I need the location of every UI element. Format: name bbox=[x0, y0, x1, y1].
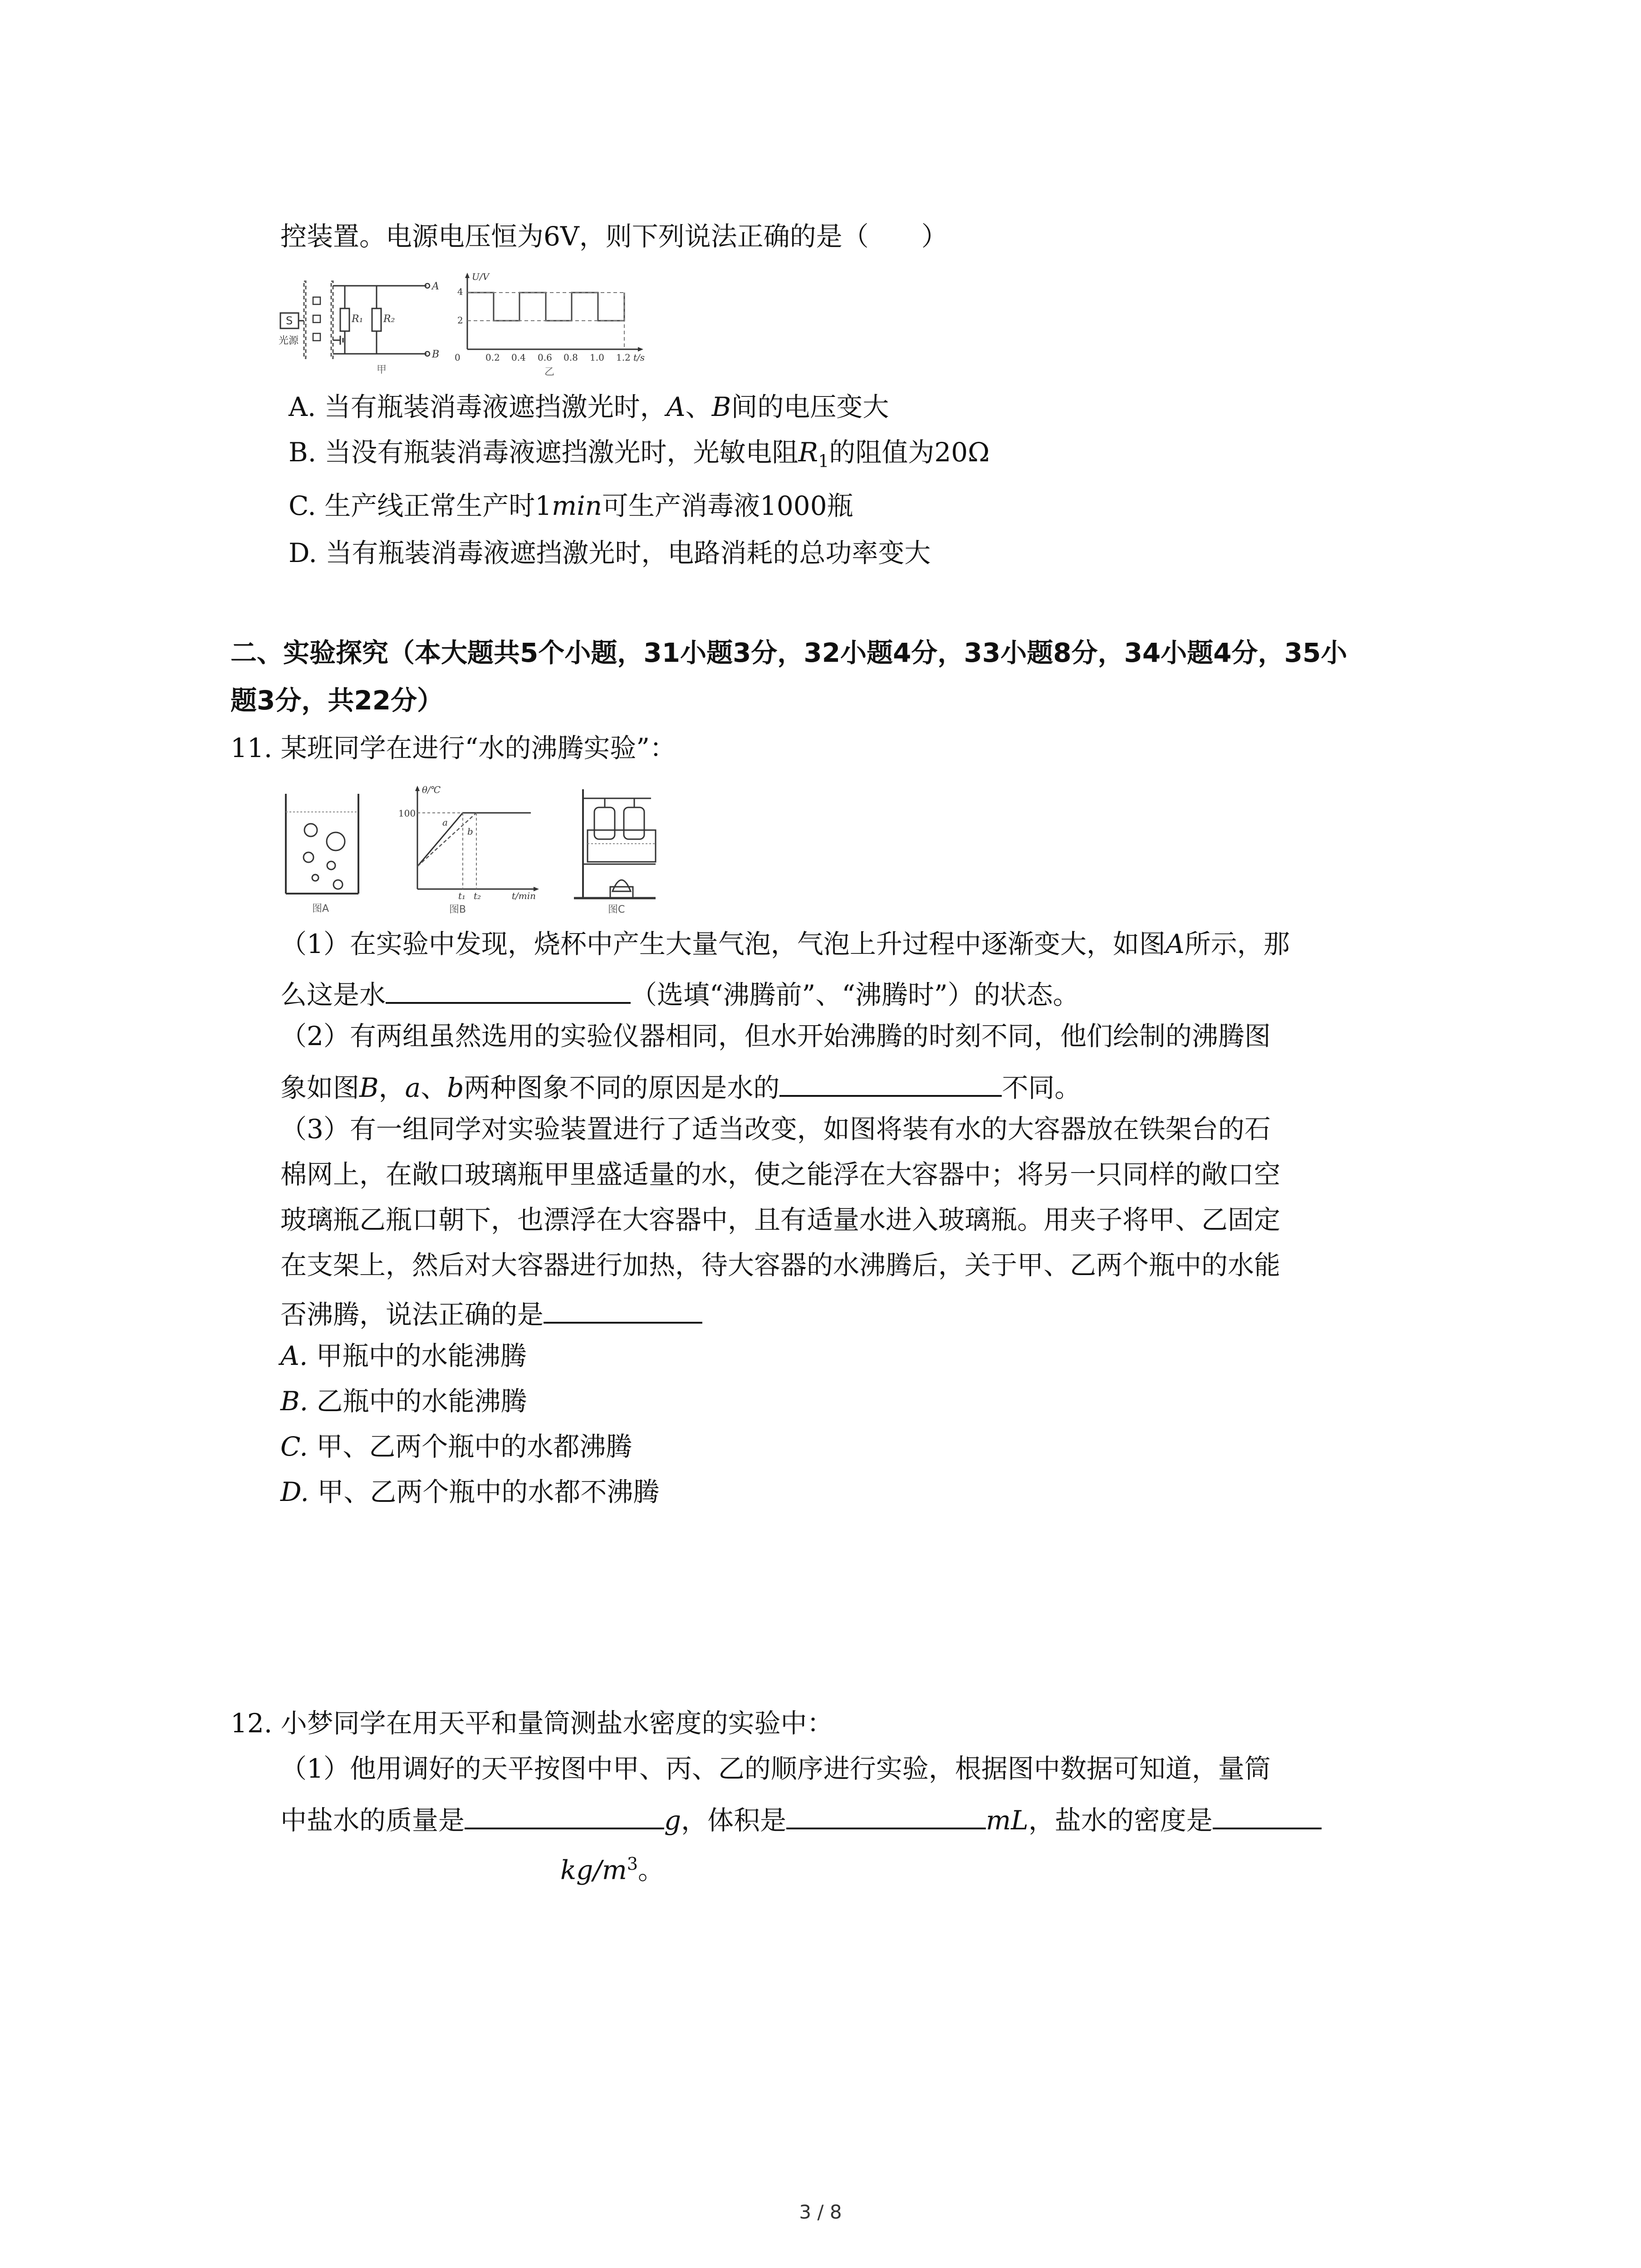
terminal-a-label: A bbox=[432, 281, 439, 292]
figure-c-caption: 图C bbox=[608, 904, 625, 915]
x-tick-0.6: 0.6 bbox=[538, 352, 552, 363]
q11-part1-line2: 么这是水 （选填“沸腾前”、“沸腾时”）的状态。 bbox=[280, 978, 1079, 1008]
answer-blank-graph-difference[interactable] bbox=[779, 1070, 1002, 1097]
q11-stem: 11. 某班同学在进行“水的沸腾实验”： bbox=[230, 733, 676, 763]
q11-part3-line1: （3）有一组同学对实验装置进行了适当改变，如图将装有水的大容器放在铁架台的石 bbox=[280, 1114, 1271, 1144]
light-source-switch-label: S bbox=[286, 314, 293, 327]
r2-label: R₂ bbox=[383, 313, 395, 325]
x-tick-0: 0 bbox=[455, 352, 460, 363]
figure-b-t1: t₁ bbox=[458, 890, 466, 901]
figure-b-t2: t₂ bbox=[474, 890, 481, 901]
q12-part1-line2: 中盐水的质量是 g，体积是 mL，盐水的密度是 bbox=[280, 1803, 1322, 1833]
y-tick-4: 4 bbox=[457, 286, 463, 297]
answer-blank-boiling-state[interactable] bbox=[386, 978, 631, 1004]
light-source-label: 光源 bbox=[279, 335, 299, 347]
answer-blank-bottle-choice[interactable] bbox=[544, 1297, 702, 1324]
section-2-heading-line-1: 二、实验探究（本大题共5个小题，31小题3分，32小题4分，33小题8分，34小题4分，35小 bbox=[230, 637, 1347, 668]
r1-label: R₁ bbox=[352, 313, 363, 325]
x-axis-unit: t/s bbox=[633, 352, 645, 363]
q11-part2-line2: 象如图B，a、b两种图象不同的原因是水的 不同。 bbox=[280, 1070, 1081, 1101]
x-tick-0.8: 0.8 bbox=[563, 352, 578, 363]
q11-part3-line2: 棉网上，在敞口玻璃瓶甲里盛适量的水，使之能浮在大容器中；将另一只同样的敞口空 bbox=[280, 1159, 1281, 1190]
q11-option-d: D. 甲、乙两个瓶中的水都不沸腾 bbox=[280, 1476, 660, 1507]
x-tick-1.0: 1.0 bbox=[590, 352, 604, 363]
answer-blank-volume[interactable] bbox=[786, 1803, 986, 1829]
figure-b-caption: 图B bbox=[449, 904, 466, 915]
fig-jia-caption: 甲 bbox=[377, 364, 387, 376]
q10-option-a: A. 当有瓶装消毒液遮挡激光时，A、B间的电压变大 bbox=[289, 391, 889, 422]
q11-part1-line1: （1）在实验中发现，烧杯中产生大量气泡，气泡上升过程中逐渐变大，如图A所示，那 bbox=[280, 929, 1290, 959]
y-axis-label: U/V bbox=[472, 271, 490, 282]
figure-c-apparatus bbox=[569, 780, 665, 916]
figure-b-label-b: b bbox=[467, 826, 473, 837]
q10-option-c: C. 生产线正常生产时1min可生产消毒液1000瓶 bbox=[289, 490, 853, 521]
q11-part3-line5: 否沸腾，说法正确的是 bbox=[280, 1297, 702, 1328]
fig-yi-caption: 乙 bbox=[544, 367, 555, 378]
figure-a-beaker bbox=[277, 785, 367, 916]
terminal-b-label: B bbox=[432, 349, 440, 360]
voltage-time-graph bbox=[454, 270, 649, 379]
figure-a-caption: 图A bbox=[312, 903, 329, 914]
answer-blank-density[interactable] bbox=[1213, 1803, 1322, 1829]
q10-option-b: B. 当没有瓶装消毒液遮挡激光时，光敏电阻$R_1$的阻值为20Ω bbox=[289, 437, 990, 471]
q10-option-d: D. 当有瓶装消毒液遮挡激光时，电路消耗的总功率变大 bbox=[289, 538, 931, 568]
q11-option-b: B. 乙瓶中的水能沸腾 bbox=[280, 1386, 527, 1417]
x-tick-0.2: 0.2 bbox=[485, 352, 500, 363]
q11-part3-line4: 在支架上，然后对大容器进行加热，待大容器的水沸腾后，关于甲、乙两个瓶中的水能 bbox=[280, 1250, 1281, 1281]
q12-part1-line3: $kg/m^3$。 bbox=[560, 1854, 665, 1886]
q11-part3-line3: 玻璃瓶乙瓶口朝下，也漂浮在大容器中，且有适量水进入玻璃瓶。用夹子将甲、乙固定 bbox=[280, 1204, 1281, 1235]
figure-b-boiling-graph bbox=[395, 780, 549, 916]
figure-b-y-100: 100 bbox=[398, 808, 416, 819]
figure-b-y-label: θ/℃ bbox=[422, 784, 441, 795]
y-tick-2: 2 bbox=[457, 315, 463, 326]
page-number: 3 / 8 bbox=[799, 2201, 842, 2223]
q11-part2-line1: （2）有两组虽然选用的实验仪器相同，但水开始沸腾的时刻不同，他们绘制的沸腾图 bbox=[280, 1021, 1271, 1051]
x-tick-0.4: 0.4 bbox=[511, 352, 526, 363]
answer-blank-mass[interactable] bbox=[465, 1803, 664, 1829]
circuit-diagram-figure bbox=[277, 272, 440, 376]
q12-part1-line1: （1）他用调好的天平按图中甲、丙、乙的顺序进行实验，根据图中数据可知道，量筒 bbox=[280, 1753, 1271, 1784]
q11-option-c: C. 甲、乙两个瓶中的水都沸腾 bbox=[280, 1431, 632, 1462]
figure-b-label-a: a bbox=[442, 817, 448, 828]
figure-b-x-unit: t/min bbox=[512, 890, 536, 901]
q11-option-a: A. 甲瓶中的水能沸腾 bbox=[280, 1340, 527, 1371]
q10-intro: 控装置。电源电压恒为6V，则下列说法正确的是（ ） bbox=[280, 221, 948, 252]
section-2-heading-line-2: 题3分，共22分） bbox=[230, 685, 444, 716]
x-tick-1.2: 1.2 bbox=[616, 352, 631, 363]
q12-stem: 12. 小梦同学在用天平和量筒测盐水密度的实验中： bbox=[230, 1708, 833, 1739]
